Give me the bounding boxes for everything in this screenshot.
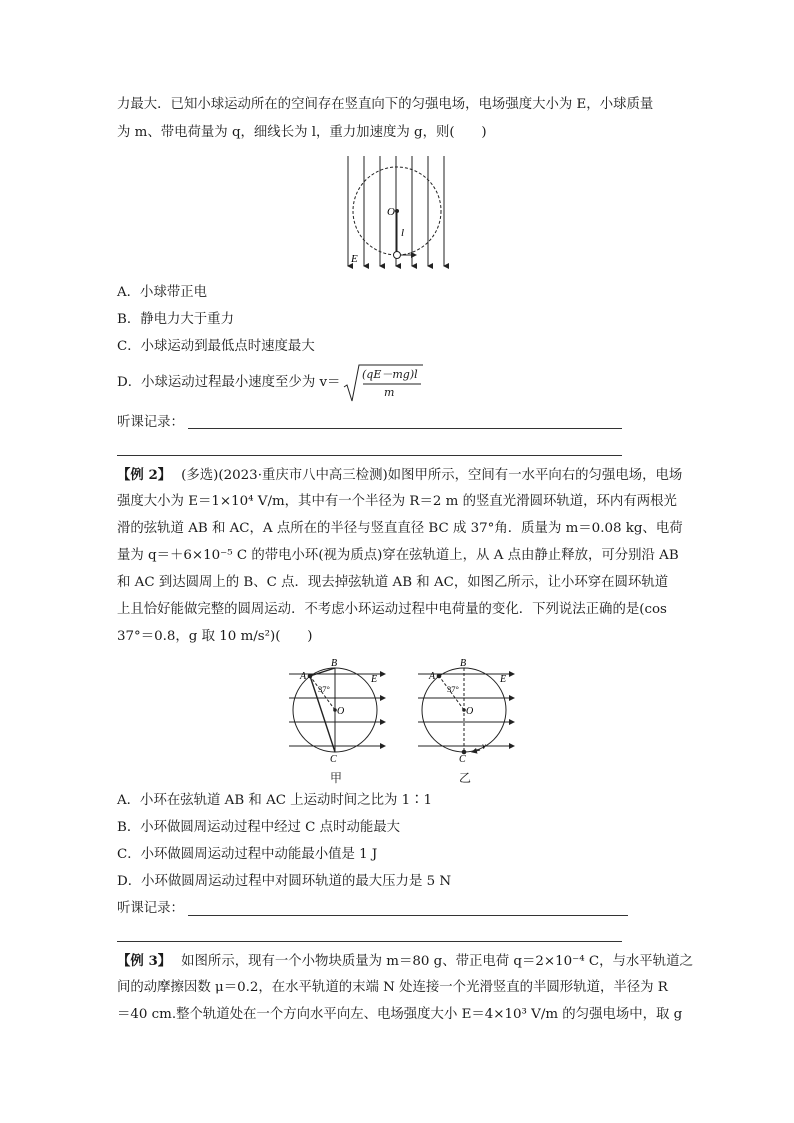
ex2-line-3: 滑的弦轨道 AB 和 AC，A 点所在的半径与竖直直径 BC 成 37°角．质量为 m＝0.08 kg、电荷: [117, 521, 683, 536]
label-C: C: [330, 754, 337, 764]
ex2-option-c: C．小环做圆周运动过程中动能最小值是 1 J: [117, 847, 378, 862]
q1-option-c: C．小球运动到最低点时速度最大: [117, 339, 315, 354]
q1-text-line-1: 力最大．已知小球运动所在的空间存在竖直向下的匀强电场，电场强度大小为 E，小球质量: [117, 97, 654, 112]
ex2-option-a: A．小环在弦轨道 AB 和 AC 上运动时间之比为 1∶1: [117, 793, 433, 808]
ex2-tag: 【例 2】: [117, 467, 172, 483]
ex2-line-2: 强度大小为 E＝1×10⁴ V/m，其中有一个半径为 R＝2 m 的竖直光滑圆环轨道，环内有两根光: [117, 494, 677, 509]
notes-line-full[interactable]: [117, 941, 622, 942]
label-angle: 37°: [447, 684, 459, 694]
q1-option-b: B．静电力大于重力: [117, 312, 234, 327]
ex3-line-3: ＝40 cm.整个轨道处在一个方向水平向左、电场强度大小 E＝4×10³ V/m 的匀强电场中，取 g: [117, 1007, 683, 1022]
ex2-notes-label: 听课记录：: [117, 901, 184, 916]
ring-A: [437, 674, 442, 679]
label-angle: 37°: [318, 684, 330, 694]
label-E: E: [351, 253, 358, 265]
ex2-option-d: D．小环做圆周运动过程中对圆环轨道的最大压力是 5 N: [117, 874, 452, 889]
label-O: O: [387, 206, 395, 218]
label-A: A: [429, 671, 436, 682]
ex2-line-1: [117, 466, 682, 485]
caption-jia: 甲: [330, 771, 343, 785]
ex2-line-5: 和 AC 到达圆周上的 B、C 点．现去掉弦轨道 AB 和 AC，如图乙所示，让小环穿在圆环轨道: [117, 575, 669, 590]
label-v: v: [482, 741, 486, 751]
figure-field-circle: [340, 152, 460, 274]
ex3-tag: 【例 3】: [117, 953, 172, 969]
label-O: O: [466, 706, 474, 717]
ex2-line-7: 37°＝0.8，g 取 10 m/s²)( ): [117, 629, 313, 644]
ex2-option-b: B．小环做圆周运动过程中经过 C 点时动能最大: [117, 820, 401, 835]
ex3-text-1: 如图所示，现有一个小物块质量为 m＝80 g、带正电荷 q＝2×10⁻⁴ C，与水平轨道之: [181, 954, 693, 969]
chord-AB: [310, 668, 335, 676]
q1-text-line-2: 为 m、带电荷量为 q，细线长为 l，重力加速度为 g，则( ): [117, 125, 487, 140]
ex3-line-1: [117, 952, 693, 971]
notes-line[interactable]: [188, 915, 628, 916]
q1-option-a: A．小球带正电: [117, 285, 208, 300]
q1-option-d: D．小球运动过程最小速度至少为 v＝: [117, 375, 341, 390]
ex2-line-6: 上且恰好能做完整的圆周运动．不考虑小环运动过程中电荷量的变化．下列说法正确的是(cos: [117, 602, 667, 617]
label-E: E: [371, 674, 378, 685]
ring-A: [308, 674, 313, 679]
formula-numerator: (qE－mg)l: [362, 368, 418, 381]
ex3-line-2: 间的动摩擦因数 μ＝0.2，在水平轨道的末端 N 处连接一个光滑竖直的半圆形轨道，半径为 R: [117, 980, 668, 995]
label-B: B: [331, 658, 338, 669]
label-O: O: [337, 706, 345, 717]
label-B: B: [460, 658, 467, 669]
figure-jia: [285, 658, 391, 764]
label-E: E: [500, 674, 507, 685]
formula-denominator: m: [384, 386, 395, 399]
ex2-text-1: (多选)(2023·重庆市八中高三检测)如图甲所示，空间有一水平向右的匀强电场，电场: [181, 468, 683, 483]
q1-notes-label: 听课记录：: [117, 415, 184, 430]
label-C: C: [459, 754, 466, 764]
ex2-line-4: 量为 q＝＋6×10⁻⁵ C 的带电小环(视为质点)穿在弦轨道上，从 A 点由静止释放，可分别沿 AB: [117, 548, 679, 563]
figure-yi: [414, 658, 520, 764]
notes-line-full[interactable]: [117, 455, 622, 456]
caption-yi: 乙: [459, 771, 472, 785]
label-l: l: [401, 227, 405, 239]
notes-line[interactable]: [188, 428, 622, 429]
ball: [394, 252, 401, 259]
label-A: A: [300, 671, 307, 682]
